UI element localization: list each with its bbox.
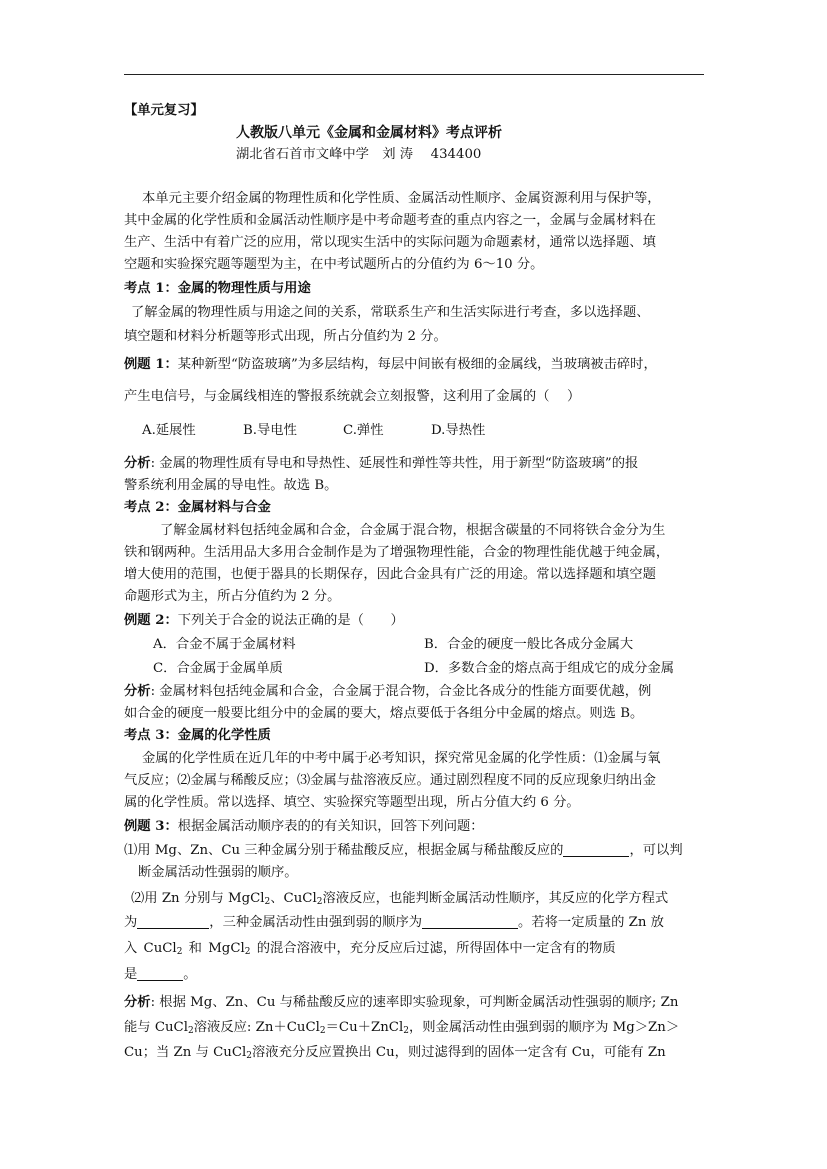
analysis3-cont bbox=[124, 1019, 679, 1037]
subscript: 2 bbox=[244, 947, 251, 957]
point3-heading: 考点 3：金属的化学性质 bbox=[124, 728, 271, 743]
point2-desc: 了解金属材料包括纯金属和合金，合金属于混合物，根据含碳量的不同将铁合金分为生 bbox=[160, 523, 666, 538]
point3-desc: 气反应；⑵金属与稀酸反应；⑶金属与盐溶液反应。通过剧烈程度不同的反应现象归纳出金 bbox=[124, 773, 656, 788]
point2-heading: 考点 2：金属材料与合金 bbox=[124, 500, 271, 515]
q2-text: 为 bbox=[124, 915, 138, 930]
example3-label: 例题 3： bbox=[124, 819, 178, 834]
subscript: 2 bbox=[316, 897, 323, 907]
header-rule bbox=[124, 74, 704, 75]
analysis3-text: ＝Cu＋ZnCl bbox=[325, 1020, 404, 1035]
analysis3-label: 分析 bbox=[124, 995, 151, 1010]
analysis2-label: 分析 bbox=[124, 684, 151, 699]
analysis1-cont: 警系统利用金属的导电性。故选 B。 bbox=[124, 478, 338, 493]
subscript: 2 bbox=[403, 1026, 409, 1036]
subscript: 2 bbox=[319, 1026, 326, 1036]
point2-desc: 命题形式为主，所占分值约为 2 分。 bbox=[124, 589, 341, 604]
example3-q2-end bbox=[124, 966, 197, 984]
example3-question bbox=[124, 818, 484, 836]
analysis1-label: 分析 bbox=[124, 456, 151, 471]
q2-text: ⑵用 Zn 分别与 MgCl bbox=[131, 891, 265, 906]
analysis3-text: 溶液反应: Zn＋CuCl bbox=[193, 1020, 320, 1035]
option-a: A.延展性 bbox=[142, 423, 196, 438]
option-b: B.导电性 bbox=[243, 423, 297, 438]
option-c: C．合金属于金属单质 bbox=[153, 661, 283, 676]
analysis2-text: : 金属材料包括纯金属和合金，合金属于混合物，合金比各成分的性能方面要优越，例 bbox=[150, 684, 652, 699]
point2-desc: 铁和钢两种。生活用品大多用合金制作是为了增强物理性能，合金的物理性能优越于纯金属， bbox=[124, 545, 670, 560]
solid-answer-blank[interactable] bbox=[137, 966, 183, 981]
q2-text: 入 CuCl bbox=[124, 941, 177, 956]
point2-desc: 增大使用的范围，也便于器具的长期保存，因此合金具有广泛的用途。常以选择题和填空题 bbox=[124, 567, 656, 582]
q1-text-end: ，可以判 bbox=[629, 843, 683, 858]
analysis1 bbox=[124, 455, 638, 473]
example3-text: 根据金属活动顺序表的的有关知识，回答下列问题： bbox=[177, 819, 484, 834]
example3-q2-cont bbox=[124, 940, 616, 958]
example3-q2 bbox=[131, 890, 668, 908]
example2-label: 例题 2： bbox=[124, 613, 178, 628]
example3-q2-cont bbox=[124, 914, 664, 932]
intro-line: 本单元主要介绍金属的物理性质和化学性质、金属活动性顺序、金属资源利用与保护等， bbox=[142, 191, 661, 206]
option-c: C.弹性 bbox=[343, 423, 384, 438]
analysis1-text: : 金属的物理性质有导电和导热性、延展性和弹性等共性，用于新型“防盗玻璃”的报 bbox=[150, 456, 639, 471]
q1-answer-blank[interactable] bbox=[563, 842, 629, 857]
example1-label: 例题 1： bbox=[124, 357, 178, 372]
subscript: 2 bbox=[188, 1026, 194, 1036]
q2-text: 是 bbox=[124, 967, 138, 982]
analysis3-cont bbox=[124, 1044, 666, 1062]
point3-desc: 金属的化学性质在近几年的中考中属于必考知识，探究常见金属的化学性质：⑴金属与氧 bbox=[142, 751, 661, 766]
equation-answer-blank[interactable] bbox=[137, 914, 209, 929]
subscript: 2 bbox=[176, 947, 183, 957]
q2-text: 溶液反应，也能判断金属活动性顺序，其反应的化学方程式 bbox=[322, 891, 669, 906]
example2-text: 下列关于合金的说法正确的是（ ） bbox=[177, 613, 404, 628]
q2-text: 和 MgCl bbox=[182, 941, 245, 956]
section-tag: 【单元复习】 bbox=[124, 103, 204, 118]
q2-text: 、CuCl bbox=[270, 891, 317, 906]
order-answer-blank[interactable] bbox=[422, 914, 518, 929]
analysis3-text: Cu；当 Zn 与 CuCl bbox=[124, 1045, 247, 1060]
example2-question bbox=[124, 612, 404, 630]
analysis2-cont: 如合金的硬度一般要比组分中的金属的要大，熔点要低于各组分中金属的熔点。则选 B。 bbox=[124, 706, 644, 721]
page-title: 人教版八单元《金属和金属材料》考点评析 bbox=[236, 125, 502, 141]
point3-desc: 属的化学性质。常以选择、填空、实验探究等题型出现，所占分值大约 6 分。 bbox=[124, 795, 580, 810]
option-b: B．合金的硬度一般比各成分金属大 bbox=[424, 637, 634, 652]
author-line: 湖北省石首市文峰中学 刘 涛 434400 bbox=[236, 147, 482, 162]
analysis2 bbox=[124, 683, 651, 701]
option-d: D．多数合金的熔点高于组成它的成分金属 bbox=[424, 661, 675, 676]
example3-q1 bbox=[124, 842, 683, 860]
subscript: 2 bbox=[246, 1051, 253, 1061]
example1-question bbox=[124, 356, 657, 374]
example3-q1-cont: 断金属活动性强弱的顺序。 bbox=[138, 865, 298, 880]
analysis3-text: 能与 CuCl bbox=[124, 1020, 188, 1035]
intro-line: 生产、生活中有着广泛的应用，常以现实生活中的实际问题为命题素材，通常以选择题、填 bbox=[124, 235, 656, 250]
subscript: 2 bbox=[264, 897, 271, 907]
point1-desc: 填空题和材料分析题等形式出现，所占分值约为 2 分。 bbox=[124, 329, 447, 344]
analysis3-text: ，则金属活动性由强到弱的顺序为 Mg＞Zn＞ bbox=[408, 1020, 680, 1035]
q2-text: 。 bbox=[183, 967, 197, 982]
option-d: D.导热性 bbox=[431, 423, 486, 438]
example1-text: 某种新型“防盗玻璃”为多层结构，每层中间嵌有极细的金属线，当玻璃被击碎时， bbox=[177, 357, 657, 372]
point1-desc: 了解金属的物理性质与用途之间的关系，常联系生产和生活实际进行考查，多以选择题、 bbox=[131, 305, 650, 320]
option-a: A．合金不属于金属材料 bbox=[153, 637, 296, 652]
q1-text: ⑴用 Mg、Zn、Cu 三种金属分别于稀盐酸反应，根据金属与稀盐酸反应的 bbox=[124, 843, 564, 858]
q2-text: ，三种金属活动性由强到弱的顺序为 bbox=[209, 915, 423, 930]
intro-line: 空题和实验探究题等题型为主，在中考试题所占的分值约为 6～10 分。 bbox=[124, 257, 544, 272]
analysis3 bbox=[124, 994, 678, 1012]
example1-question-cont: 产生电信号，与金属线相连的警报系统就会立刻报警，这利用了金属的（ ） bbox=[124, 389, 581, 404]
q2-text: 的混合溶液中，充分反应后过滤，所得固体中一定含有的物质 bbox=[250, 941, 616, 956]
q2-text: 。若将一定质量的 Zn 放 bbox=[518, 915, 664, 930]
point1-heading: 考点 1：金属的物理性质与用途 bbox=[124, 281, 311, 296]
intro-line: 其中金属的化学性质和金属活动性顺序是中考命题考查的重点内容之一，金属与金属材料在 bbox=[124, 213, 656, 228]
analysis3-text: : 根据 Mg、Zn、Cu 与稀盐酸反应的速率即实验现象，可判断金属活动性强弱的顺序; Zn bbox=[150, 995, 679, 1010]
analysis3-text: 溶液充分反应置换出 Cu，则过滤得到的固体一定含有 Cu，可能有 Zn bbox=[252, 1045, 666, 1060]
